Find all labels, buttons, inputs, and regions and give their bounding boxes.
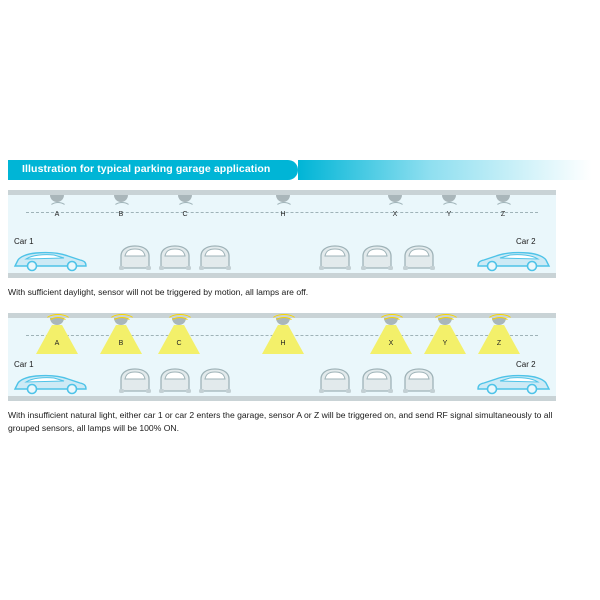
car-parked-icon: [358, 365, 396, 395]
title-banner-gradient: [298, 160, 592, 180]
lamp-z: [476, 318, 522, 354]
caption-daylight: With sufficient daylight, sensor will not be triggered by motion, all lamps are off.: [8, 287, 309, 297]
sensor-a: [40, 195, 74, 225]
lamp-label: C: [176, 340, 182, 347]
sensor-y: [432, 195, 466, 225]
title-banner: [8, 160, 592, 182]
sensor-x: [378, 195, 412, 225]
car-parked-icon: [316, 242, 354, 272]
rf-signal-icon: [270, 314, 298, 330]
car-parked-icon: [196, 242, 234, 272]
lamp-label: A: [54, 340, 60, 347]
rf-signal-icon: [44, 314, 72, 330]
floor-slab: [8, 396, 556, 401]
lamp-label: H: [280, 340, 286, 347]
rf-signal-icon: [378, 314, 406, 330]
sensor-dome-icon: [496, 195, 510, 202]
lamp-label: X: [388, 340, 394, 347]
rf-signal-icon: [166, 314, 194, 330]
sensor-b: [104, 195, 138, 225]
sensor-label: X: [392, 211, 398, 218]
car-moving-right-icon: [476, 371, 552, 395]
lamp-b: [98, 318, 144, 354]
sensor-label: C: [182, 211, 188, 218]
sensor-dome-icon: [388, 195, 402, 202]
car2-label: Car 2: [516, 360, 536, 369]
sensor-label: H: [280, 211, 286, 218]
sensor-c: [168, 195, 202, 225]
car-parked-icon: [116, 242, 154, 272]
lamp-x: [368, 318, 414, 354]
rf-signal-icon: [432, 314, 460, 330]
lamp-label: B: [118, 340, 124, 347]
rf-signal-icon: [486, 314, 514, 330]
sensor-dome-icon: [178, 195, 192, 202]
rf-signal-icon: [108, 314, 136, 330]
sensor-label: Z: [500, 211, 506, 218]
car-parked-icon: [116, 365, 154, 395]
caption-night: With insufficient natural light, either car 1 or car 2 enters the garage, sensor A or Z will be triggered on, and send RF signal simultaneously to all grouped sensors, all lamps will be 100% ON.: [8, 410, 553, 433]
sensor-label: B: [118, 211, 124, 218]
sensor-label: A: [54, 211, 60, 218]
floor-slab: [8, 273, 556, 278]
car-parked-icon: [400, 365, 438, 395]
car-moving-left-icon: [12, 371, 88, 395]
car-parked-icon: [156, 365, 194, 395]
car1-label: Car 1: [14, 360, 34, 369]
lamp-label: Z: [496, 340, 502, 347]
car1-label: Car 1: [14, 237, 34, 246]
sensor-z: [486, 195, 520, 225]
lamp-label: Y: [442, 340, 448, 347]
car-parked-icon: [400, 242, 438, 272]
lamp-h: [260, 318, 306, 354]
car-parked-icon: [316, 365, 354, 395]
sensor-h: [266, 195, 300, 225]
lamp-a: [34, 318, 80, 354]
car2-label: Car 2: [516, 237, 536, 246]
panel-night: [8, 313, 556, 401]
car-moving-right-icon: [476, 248, 552, 272]
car-parked-icon: [196, 365, 234, 395]
lamp-y: [422, 318, 468, 354]
sensor-dome-icon: [114, 195, 128, 202]
car-parked-icon: [358, 242, 396, 272]
sensor-dome-icon: [276, 195, 290, 202]
car-moving-left-icon: [12, 248, 88, 272]
lamp-c: [156, 318, 202, 354]
page-title: Illustration for typical parking garage application: [22, 163, 271, 175]
sensor-dome-icon: [50, 195, 64, 202]
sensor-label: Y: [446, 211, 452, 218]
panel-daylight: [8, 190, 556, 278]
car-parked-icon: [156, 242, 194, 272]
sensor-dome-icon: [442, 195, 456, 202]
